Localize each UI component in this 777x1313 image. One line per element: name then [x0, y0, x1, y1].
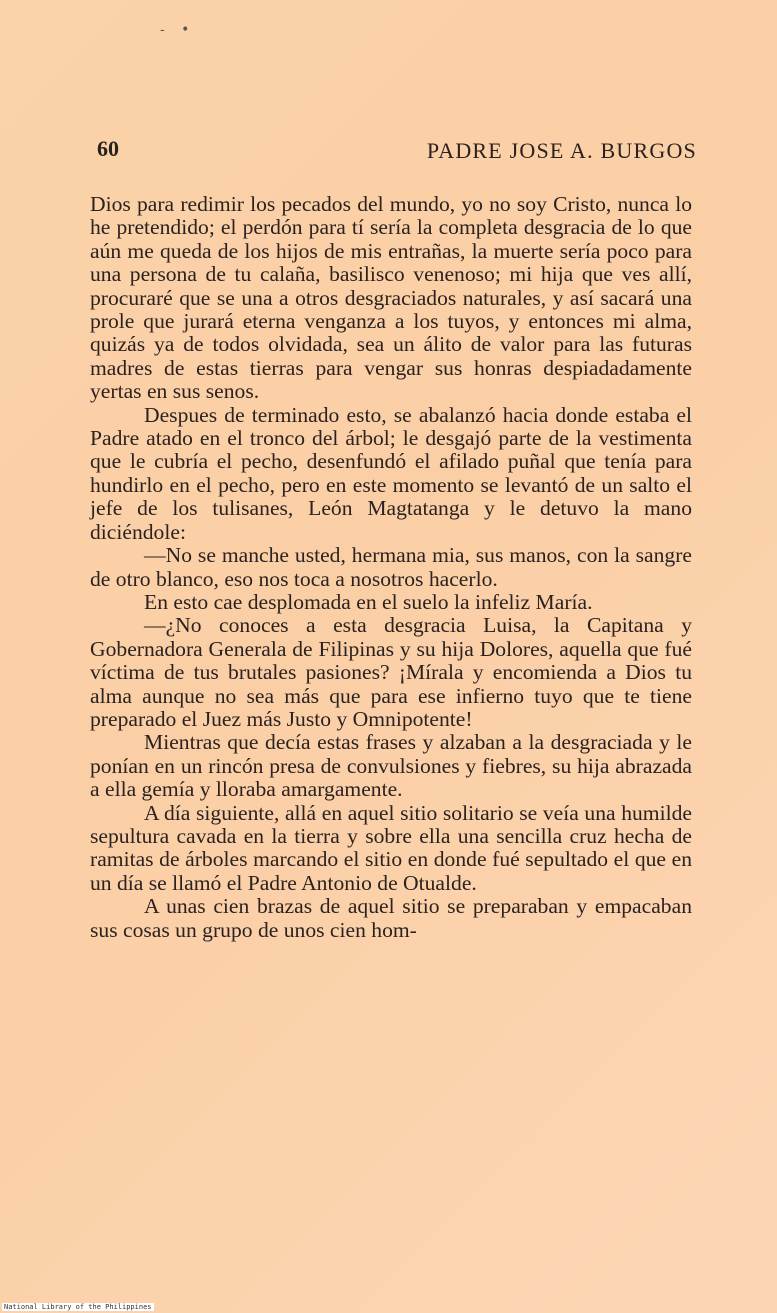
paragraph-dialogue: —¿No conoces a esta desgracia Luisa, la Capitana y Gobernadora Generala de Filipinas y su hija Dolores, aquella que fué víctima de tus brutales pasiones? ¡Mírala y encomienda a Dios tu alma aunque no sea más que para ese infierno tuyo que te tiene preparado el Juez más Justo y Omnipotente!: [90, 613, 692, 731]
paragraph: Mientras que decía estas frases y alzaban a la desgraciada y le ponían en un rincón presa de convulsiones y fiebres, su hija abrazada a ella gemía y lloraba amargamente.: [90, 730, 692, 802]
paragraph: En esto cae desplomada en el suelo la infeliz María.: [144, 589, 593, 614]
paragraph-continued: Dios para redimir los pecados del mundo, yo no soy Cristo, nunca lo he pretendido; el perdón para tí sería la completa desgracia de lo que aún me queda de los hijos de mis entrañas, la muerte sería poco para una persona de tu calaña, basilisco venenoso; mi hija que ves allí, procuraré que se una a otros desgraciados naturales, y así sacará una prole que jurará eterna venganza a los tuyos, y entonces mi alma, quizás ya de todos olvidada, sea un álito de valor para las futuras madres de estas tierras para vengar sus honras despiadadamente yertas en sus senos.: [90, 192, 692, 404]
page-header: [97, 136, 697, 172]
top-mark: - •: [160, 22, 196, 38]
page-number: 60: [97, 136, 119, 161]
paragraph: A unas cien brazas de aquel sitio se preparaban y empacaban sus cosas un grupo de unos cien hom-: [90, 894, 692, 942]
paragraph-dialogue: —No se manche usted, hermana mia, sus manos, con la sangre de otro blanco, eso nos toca a nosotros hacerlo.: [90, 543, 692, 591]
running-title: PADRE JOSE A. BURGOS: [426, 138, 697, 163]
paragraph: Despues de terminado esto, se abalanzó hacia donde estaba el Padre atado en el tronco del árbol; le desgajó parte de la vestimenta que le cubría el pecho, desenfundó el afilado puñal que tenía para hundirlo en el pecho, pero en este momento se levantó de un salto el jefe de los tulisanes, León Magtatanga y le detuvo la mano diciéndole:: [90, 402, 692, 544]
body-text: [90, 193, 692, 942]
library-watermark: National Library of the Philippines: [4, 1303, 152, 1311]
paragraph: A día siguiente, allá en aquel sitio solitario se veía una humilde sepultura cavada en la tierra y sobre ella una sencilla cruz hecha de ramitas de árboles marcando el sitio en donde fué sepultado el que en un día se llamó el Padre Antonio de Otualde.: [90, 800, 692, 895]
